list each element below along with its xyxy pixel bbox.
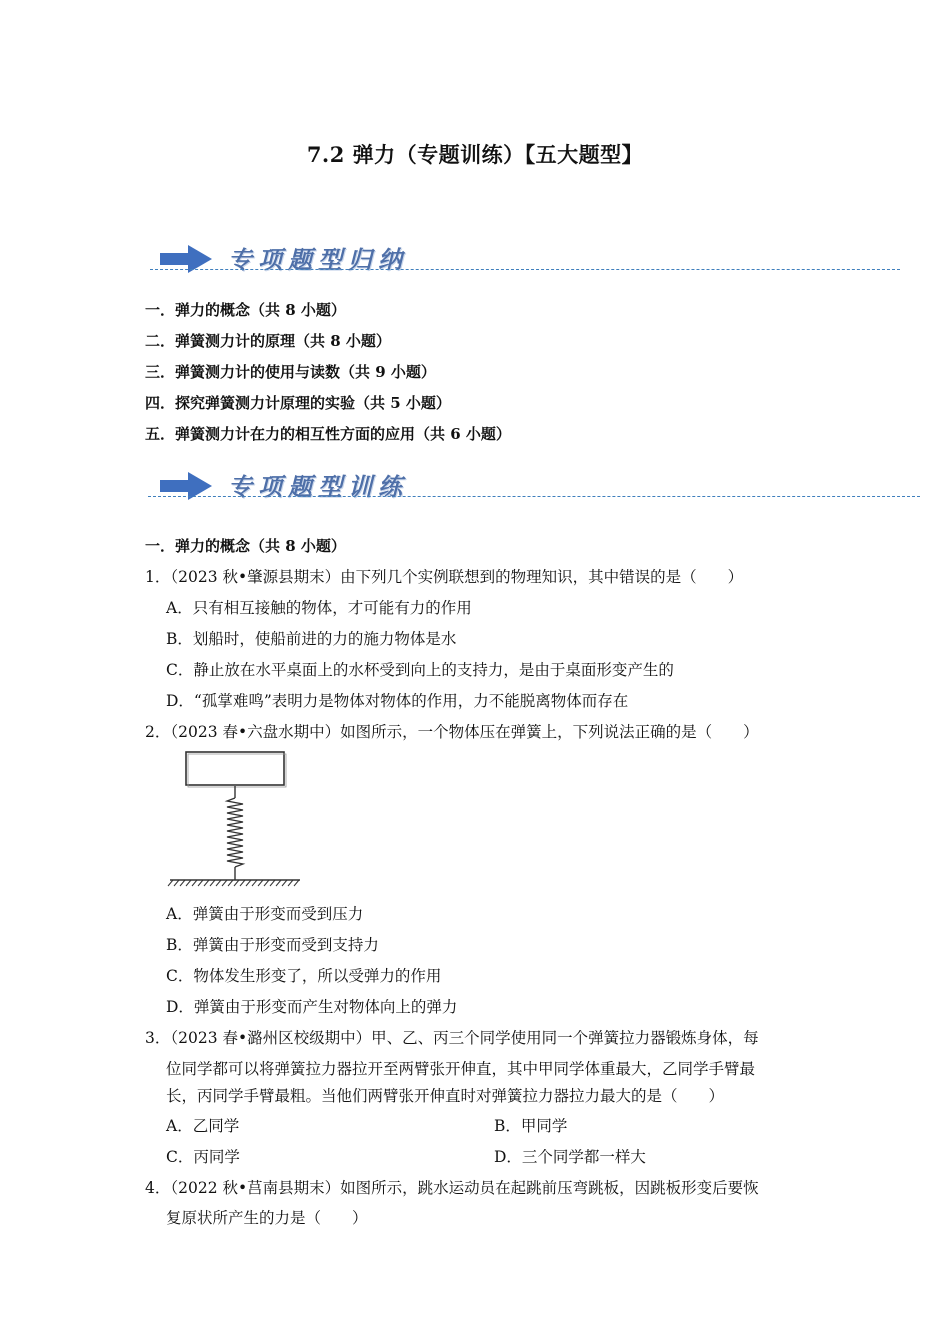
question-stem-cont: 长，丙同学手臂最粗。当他们两臂张开伸直时对弹簧拉力器拉力最大的是（ ） — [166, 1087, 725, 1105]
spring-figure — [165, 750, 305, 890]
option-d: D．三个同学都一样大 — [494, 1148, 646, 1166]
option-c: C．物体发生形变了，所以受弹力的作用 — [166, 967, 442, 985]
divider — [148, 496, 920, 497]
option-d: D．弹簧由于形变而产生对物体向上的弹力 — [166, 998, 458, 1016]
option-b: B．弹簧由于形变而受到支持力 — [166, 936, 379, 954]
page-title: 7.2 弹力（专题训练）【五大题型】 — [306, 142, 644, 167]
question-stem: 4．（2022 秋•莒南县期末）如图所示，跳水运动员在起跳前压弯跳板，因跳板形变后要恢 — [145, 1179, 759, 1197]
question-stem: 2．（2023 春•六盘水期中）如图所示，一个物体压在弹簧上，下列说法正确的是（ ） — [145, 723, 759, 741]
toc-item: 三．弹簧测力计的使用与读数（共 9 小题） — [145, 363, 436, 381]
option-b: B．甲同学 — [494, 1117, 568, 1135]
option-c: C．丙同学 — [166, 1148, 240, 1166]
option-a: A．弹簧由于形变而受到压力 — [166, 905, 364, 923]
banner-title: 专项题型归纳 — [228, 246, 408, 274]
option-d: D．“孤掌难鸣”表明力是物体对物体的作用，力不能脱离物体而存在 — [166, 692, 629, 710]
question-stem-cont: 位同学都可以将弹簧拉力器拉开至两臂张开伸直，其中甲同学体重最大，乙同学手臂最 — [166, 1060, 756, 1078]
toc-item: 一．弹力的概念（共 8 小题） — [145, 301, 346, 319]
option-b: B．划船时，使船前进的力的施力物体是水 — [166, 630, 457, 648]
divider — [150, 269, 900, 270]
toc-item: 四．探究弹簧测力计原理的实验（共 5 小题） — [145, 394, 451, 412]
option-a: A．乙同学 — [166, 1117, 240, 1135]
question-stem-cont: 复原状所产生的力是（ ） — [166, 1209, 368, 1227]
section-banner-summary — [160, 238, 560, 282]
section-heading: 一．弹力的概念（共 8 小题） — [145, 537, 346, 555]
banner-title: 专项题型训练 — [228, 473, 408, 501]
question-stem: 3．（2023 春•潞州区校级期中）甲、乙、丙三个同学使用同一个弹簧拉力器锻炼身体，每 — [145, 1029, 759, 1047]
option-a: A．只有相互接触的物体，才可能有力的作用 — [166, 599, 472, 617]
toc-item: 五．弹簧测力计在力的相互性方面的应用（共 6 小题） — [145, 425, 511, 443]
section-banner-training — [160, 465, 560, 509]
option-c: C．静止放在水平桌面上的水杯受到向上的支持力，是由于桌面形变产生的 — [166, 661, 674, 679]
question-stem: 1．（2023 秋•肇源县期末）由下列几个实例联想到的物理知识，其中错误的是（ ） — [145, 568, 744, 586]
toc-item: 二．弹簧测力计的原理（共 8 小题） — [145, 332, 391, 350]
